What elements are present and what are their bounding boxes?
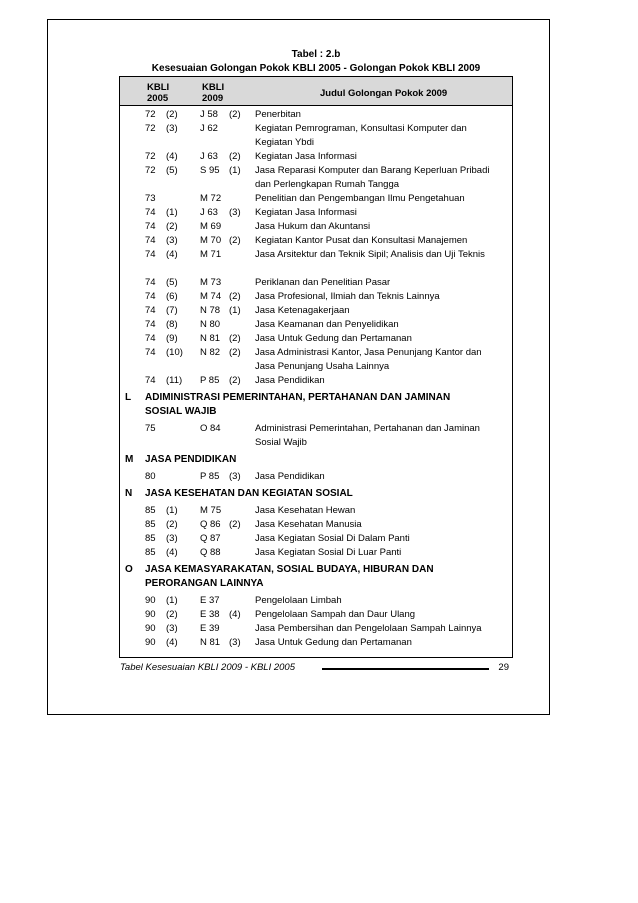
- kbli-table: [119, 76, 513, 658]
- table-body: [120, 108, 512, 650]
- golongan-title: Jasa Reparasi Komputer dan Barang Keperluan Pribadi dan Perlengkapan Rumah Tangga: [255, 165, 490, 190]
- kbli-2005-sub: (2): [166, 221, 178, 232]
- kbli-2009-code: N 81: [200, 637, 221, 648]
- kbli-2005-code: 74: [145, 333, 156, 344]
- section-letter: M: [125, 454, 134, 465]
- golongan-title: Kegiatan Jasa Informasi: [255, 151, 357, 162]
- kbli-2005-code: 74: [145, 221, 156, 232]
- kbli-2005-sub: (4): [166, 151, 178, 162]
- kbli-2005-code: 85: [145, 547, 156, 558]
- kbli-2009-code: M 75: [200, 505, 222, 516]
- kbli-2005-code: 80: [145, 471, 156, 482]
- kbli-2009-sub: (3): [229, 471, 241, 482]
- kbli-2005-code: 74: [145, 291, 156, 302]
- table-caption: [120, 48, 512, 76]
- golongan-title: Jasa Kegiatan Sosial Di Dalam Panti: [255, 533, 410, 544]
- header-kbli-2009-line2: 2009: [202, 93, 224, 104]
- section-heading: [120, 391, 512, 419]
- kbli-2005-sub: (4): [166, 547, 178, 558]
- kbli-2005-code: 74: [145, 375, 156, 386]
- footer-rule: [322, 668, 489, 670]
- golongan-title: Penerbitan: [255, 109, 301, 120]
- golongan-title: Jasa Ketenagakerjaan: [255, 305, 350, 316]
- kbli-2009-code: J 63: [200, 151, 218, 162]
- kbli-2005-sub: (3): [166, 123, 178, 134]
- table-row: [120, 122, 512, 150]
- kbli-2005-code: 90: [145, 637, 156, 648]
- table-row: [120, 220, 512, 234]
- golongan-title: Jasa Keamanan dan Penyelidikan: [255, 319, 399, 330]
- kbli-2009-code: N 78: [200, 305, 221, 316]
- kbli-2009-sub: (1): [229, 165, 241, 176]
- kbli-2009-sub: (2): [229, 519, 241, 530]
- table-row: [120, 150, 512, 164]
- kbli-2009-code: J 58: [200, 109, 218, 120]
- kbli-2009-sub: (4): [229, 609, 241, 620]
- golongan-title: Administrasi Pemerintahan, Pertahanan dan Jaminan Sosial Wajib: [255, 423, 480, 448]
- kbli-2005-code: 90: [145, 623, 156, 634]
- kbli-2005-sub: (3): [166, 235, 178, 246]
- kbli-2009-code: N 81: [200, 333, 221, 344]
- table-row: [120, 532, 512, 546]
- kbli-2005-code: 72: [145, 151, 156, 162]
- kbli-2005-sub: (1): [166, 595, 178, 606]
- golongan-title: Kegiatan Jasa Informasi: [255, 207, 357, 218]
- kbli-2005-code: 74: [145, 235, 156, 246]
- kbli-2009-code: E 38: [200, 609, 220, 620]
- section-title: JASA KEMASYARAKATAN, SOSIAL BUDAYA, HIBURAN DAN PERORANGAN LAINNYA: [145, 564, 434, 589]
- section-letter: L: [125, 392, 132, 403]
- golongan-title: Jasa Kesehatan Hewan: [255, 505, 356, 516]
- kbli-2005-sub: (2): [166, 109, 178, 120]
- golongan-title: Jasa Untuk Gedung dan Pertamanan: [255, 333, 412, 344]
- kbli-2005-code: 72: [145, 165, 156, 176]
- table-row: [120, 304, 512, 318]
- section-title: ADIMINISTRASI PEMERINTAHAN, PERTAHANAN DAN JAMINAN SOSIAL WAJIB: [145, 392, 451, 417]
- kbli-2005-code: 74: [145, 207, 156, 218]
- kbli-2005-sub: (4): [166, 249, 178, 260]
- kbli-2005-code: 72: [145, 123, 156, 134]
- golongan-title: Pengelolaan Sampah dan Daur Ulang: [255, 609, 416, 620]
- section-letter: O: [125, 564, 133, 575]
- table-row: [120, 234, 512, 248]
- golongan-title: Jasa Pembersihan dan Pengelolaan Sampah Lainnya: [255, 623, 482, 634]
- kbli-2005-sub: (8): [166, 319, 178, 330]
- kbli-2009-code: Q 87: [200, 533, 221, 544]
- kbli-2005-sub: (5): [166, 165, 178, 176]
- kbli-2005-code: 74: [145, 249, 156, 260]
- header-kbli-2005: [147, 82, 169, 104]
- table-row: [120, 518, 512, 532]
- kbli-2005-code: 72: [145, 109, 156, 120]
- kbli-2009-sub: (3): [229, 207, 241, 218]
- table-row: [120, 470, 512, 484]
- kbli-2009-sub: (2): [229, 347, 241, 358]
- golongan-title: Pengelolaan Limbah: [255, 595, 342, 606]
- table-row: [120, 346, 512, 374]
- table-row: [120, 422, 512, 450]
- kbli-2009-sub: (3): [229, 637, 241, 648]
- kbli-2005-sub: (3): [166, 533, 178, 544]
- golongan-title: Jasa Untuk Gedung dan Pertamanan: [255, 637, 412, 648]
- kbli-2009-code: P 85: [200, 471, 220, 482]
- section-heading: [120, 453, 512, 467]
- kbli-2009-sub: (2): [229, 151, 241, 162]
- golongan-title: Jasa Administrasi Kantor, Jasa Penunjang Kantor dan Jasa Penunjang Usaha Lainnya: [255, 347, 482, 372]
- golongan-title: Jasa Profesional, Ilmiah dan Teknis Lainnya: [255, 291, 440, 302]
- kbli-2005-code: 74: [145, 319, 156, 330]
- kbli-2005-sub: (10): [166, 347, 183, 358]
- kbli-2005-sub: (1): [166, 207, 178, 218]
- kbli-2005-sub: (11): [166, 375, 183, 386]
- kbli-2009-code: O 84: [200, 423, 221, 434]
- kbli-2005-sub: (6): [166, 291, 178, 302]
- kbli-2005-code: 74: [145, 277, 156, 288]
- header-kbli-2009: [202, 82, 224, 104]
- table-row: [120, 332, 512, 346]
- golongan-title: Jasa Kegiatan Sosial Di Luar Panti: [255, 547, 402, 558]
- page-number: 29: [498, 662, 509, 673]
- table-row: [120, 164, 512, 192]
- kbli-2009-code: J 63: [200, 207, 218, 218]
- kbli-2009-code: E 39: [200, 623, 220, 634]
- kbli-2005-sub: (2): [166, 609, 178, 620]
- header-kbli-2009-line1: KBLI: [202, 82, 225, 93]
- header-kbli-2005-line1: KBLI: [147, 82, 170, 93]
- kbli-2005-code: 85: [145, 505, 156, 516]
- kbli-2009-code: M 70: [200, 235, 222, 246]
- table-row: [120, 290, 512, 304]
- table-row: [120, 206, 512, 220]
- table-row: [120, 608, 512, 622]
- table-title: Kesesuaian Golongan Pokok KBLI 2005 - Golongan Pokok KBLI 2009: [151, 63, 481, 74]
- kbli-2009-sub: (1): [229, 305, 241, 316]
- page-footer: [120, 662, 512, 676]
- kbli-2005-code: 90: [145, 609, 156, 620]
- golongan-title: Jasa Arsitektur dan Teknik Sipil; Analisis dan Uji Teknis: [255, 249, 485, 260]
- kbli-2005-sub: (2): [166, 519, 178, 530]
- golongan-title: Penelitian dan Pengembangan Ilmu Pengetahuan: [255, 193, 465, 204]
- table-row: [120, 108, 512, 122]
- kbli-2005-sub: (7): [166, 305, 178, 316]
- golongan-title: Jasa Pendidikan: [255, 375, 325, 386]
- kbli-2005-code: 85: [145, 519, 156, 530]
- footer-title: Tabel Kesesuaian KBLI 2009 - KBLI 2005: [120, 662, 295, 673]
- golongan-title: Jasa Hukum dan Akuntansi: [255, 221, 371, 232]
- kbli-2009-sub: (2): [229, 235, 241, 246]
- golongan-title: Jasa Kesehatan Manusia: [255, 519, 362, 530]
- kbli-2009-code: M 71: [200, 249, 222, 260]
- kbli-2005-code: 74: [145, 305, 156, 316]
- kbli-2005-sub: (4): [166, 637, 178, 648]
- kbli-2009-code: N 80: [200, 319, 221, 330]
- section-heading: [120, 563, 512, 591]
- kbli-2009-sub: (2): [229, 109, 241, 120]
- table-number: Tabel : 2.b: [291, 49, 341, 60]
- kbli-2009-sub: (2): [229, 375, 241, 386]
- golongan-title: Kegiatan Pemrograman, Konsultasi Komputer dan Kegiatan Ybdi: [255, 123, 467, 148]
- section-title: JASA KESEHATAN DAN KEGIATAN SOSIAL: [145, 488, 353, 499]
- kbli-2009-sub: (2): [229, 291, 241, 302]
- table-row: [120, 248, 512, 276]
- kbli-2009-code: Q 86: [200, 519, 221, 530]
- table-row: [120, 546, 512, 560]
- kbli-2005-sub: (1): [166, 505, 178, 516]
- kbli-2005-code: 90: [145, 595, 156, 606]
- kbli-2005-code: 75: [145, 423, 156, 434]
- header-judul: Judul Golongan Pokok 2009: [320, 88, 448, 99]
- kbli-2009-code: M 73: [200, 277, 222, 288]
- table-row: [120, 622, 512, 636]
- header-kbli-2005-line2: 2005: [147, 93, 169, 104]
- kbli-2005-sub: (3): [166, 623, 178, 634]
- kbli-2005-code: 74: [145, 347, 156, 358]
- golongan-title: Jasa Pendidikan: [255, 471, 325, 482]
- kbli-2009-sub: (2): [229, 333, 241, 344]
- golongan-title: Periklanan dan Penelitian Pasar: [255, 277, 391, 288]
- kbli-2009-code: P 85: [200, 375, 220, 386]
- kbli-2009-code: M 72: [200, 193, 222, 204]
- table-row: [120, 636, 512, 650]
- kbli-2009-code: Q 88: [200, 547, 221, 558]
- kbli-2009-code: J 62: [200, 123, 218, 134]
- kbli-2005-code: 85: [145, 533, 156, 544]
- section-title: JASA PENDIDIKAN: [145, 454, 237, 465]
- kbli-2005-code: 73: [145, 193, 156, 204]
- table-row: [120, 192, 512, 206]
- section-letter: N: [125, 488, 133, 499]
- kbli-2005-sub: (5): [166, 277, 178, 288]
- table-row: [120, 276, 512, 290]
- kbli-2009-code: N 82: [200, 347, 221, 358]
- golongan-title: Kegiatan Kantor Pusat dan Konsultasi Manajemen: [255, 235, 468, 246]
- kbli-2009-code: S 95: [200, 165, 220, 176]
- table-row: [120, 594, 512, 608]
- table-header: [120, 77, 512, 106]
- kbli-2009-code: M 69: [200, 221, 222, 232]
- kbli-2009-code: E 37: [200, 595, 220, 606]
- kbli-2009-code: M 74: [200, 291, 222, 302]
- kbli-2005-sub: (9): [166, 333, 178, 344]
- table-row: [120, 374, 512, 388]
- section-heading: [120, 487, 512, 501]
- table-row: [120, 504, 512, 518]
- table-row: [120, 318, 512, 332]
